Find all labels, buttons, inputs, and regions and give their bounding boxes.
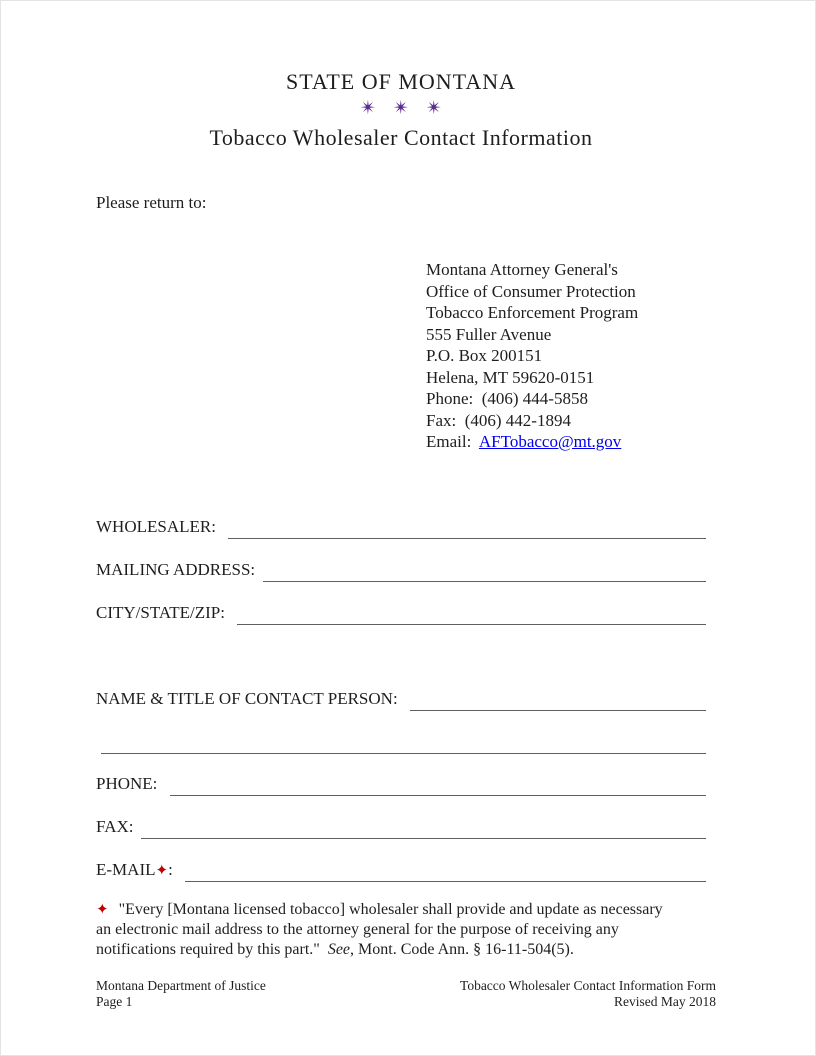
email-input-line[interactable] xyxy=(185,858,706,882)
footnote-line2: an electronic mail address to the attorney general for the purpose of receiving any xyxy=(96,920,619,938)
mailing-address-input-line[interactable] xyxy=(263,558,706,582)
mailing-address-field-row xyxy=(96,558,706,582)
address-phone-line: Phone: (406) 444-5858 xyxy=(426,389,588,408)
red-four-point-star-icon: ✦ xyxy=(155,860,169,879)
phone-label: PHONE: xyxy=(96,773,162,793)
contact-person-field-row xyxy=(96,687,706,711)
fax-label: FAX: xyxy=(96,816,134,836)
footnote-see-citation: See xyxy=(327,940,351,958)
purple-star-icon: ✴ xyxy=(425,97,442,119)
footer-left xyxy=(96,978,266,1009)
red-four-point-star-icon: ✦ xyxy=(96,899,109,918)
address-email-line xyxy=(426,431,706,453)
address-fax-line: Fax: (406) 442-1894 xyxy=(426,410,571,430)
footer-revision-date: Revised May 2018 xyxy=(614,993,716,1009)
phone-input-line[interactable] xyxy=(170,772,706,796)
purple-star-icon: ✴ xyxy=(360,97,377,119)
email-label: Email: xyxy=(426,432,479,451)
email-label-text: E-MAIL xyxy=(96,859,156,879)
contact-person-label: NAME & TITLE OF CONTACT PERSON: xyxy=(96,688,402,708)
page-footer xyxy=(96,978,716,1009)
city-state-zip-input-line[interactable] xyxy=(237,601,706,625)
page-title: STATE OF MONTANA xyxy=(285,69,517,94)
email-link[interactable]: AFTobacco@mt.gov xyxy=(478,432,622,451)
address-line: Tobacco Enforcement Program xyxy=(426,303,639,322)
contact-person-continuation-line[interactable] xyxy=(101,753,706,754)
email-field-label xyxy=(96,858,177,882)
wholesaler-input-line[interactable] xyxy=(228,515,706,539)
city-state-zip-field-row xyxy=(96,601,706,625)
city-state-zip-label: CITY/STATE/ZIP: xyxy=(96,602,230,622)
address-line: Office of Consumer Protection xyxy=(426,281,636,301)
address-line: P.O. Box 200151 xyxy=(426,346,543,365)
footnote-line1: "Every [Montana licensed tobacco] wholesaler shall provide and update as necessary xyxy=(110,900,663,918)
footer-form-name: Tobacco Wholesaler Contact Information Form xyxy=(460,978,716,993)
wholesaler-field-row xyxy=(96,515,706,539)
footnote-line3: notifications required by this part." xyxy=(96,940,328,958)
fax-field-row xyxy=(96,815,706,839)
email-label-colon: : xyxy=(168,859,178,879)
purple-star-icon: ✴ xyxy=(393,97,409,119)
footnote-citation: , Mont. Code Ann. § 16-11-504(5). xyxy=(350,940,574,958)
wholesaler-label: WHOLESALER: xyxy=(96,516,221,536)
return-address-block xyxy=(426,259,706,453)
phone-field-row xyxy=(96,772,706,796)
contact-person-input-line[interactable] xyxy=(410,687,706,711)
fax-input-line[interactable] xyxy=(141,815,706,839)
please-return-label: Please return to: xyxy=(96,193,207,212)
address-line: 555 Fuller Avenue xyxy=(426,324,552,344)
page-subtitle: Tobacco Wholesaler Contact Information xyxy=(209,125,593,150)
decorative-stars-row xyxy=(96,97,706,119)
email-field-row xyxy=(96,858,706,882)
footer-page-number: Page 1 xyxy=(96,993,133,1009)
footer-department: Montana Department of Justice xyxy=(96,978,266,993)
mailing-address-label: MAILING ADDRESS: xyxy=(96,559,256,579)
address-line: Montana Attorney General's xyxy=(426,260,618,279)
address-line: Helena, MT 59620-0151 xyxy=(426,367,595,387)
footnote xyxy=(96,899,706,960)
footer-right xyxy=(460,978,716,1009)
